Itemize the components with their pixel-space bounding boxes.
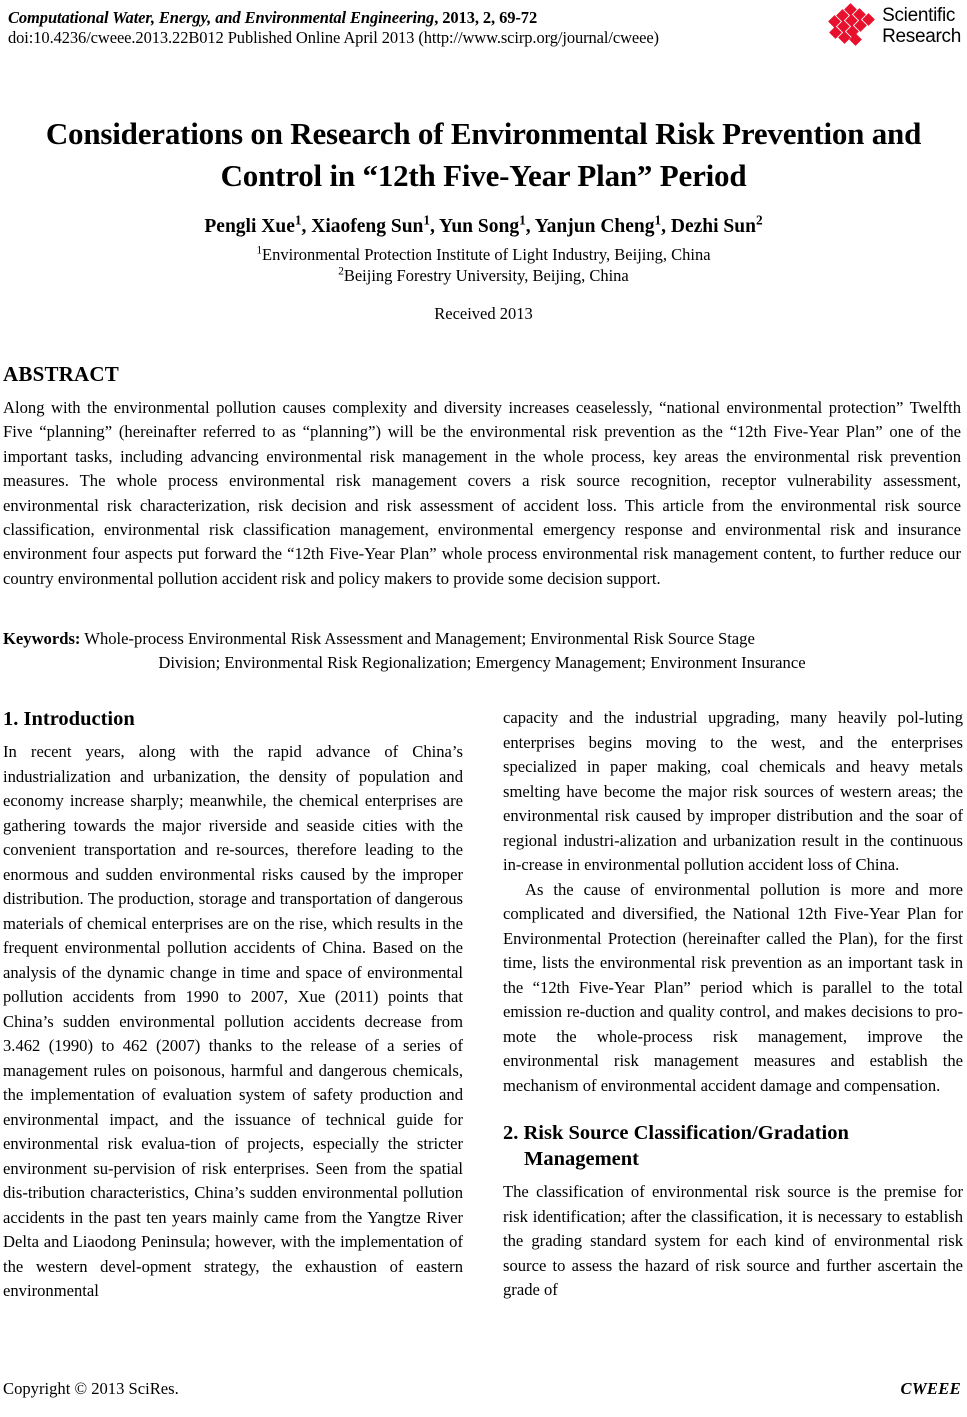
copyright-notice: Copyright © 2013 SciRes. xyxy=(3,1379,179,1398)
author-affiliation-marker: 2 xyxy=(755,212,763,228)
affiliation-text: Beijing Forestry University, Beijing, China xyxy=(343,266,629,285)
keywords-line-2: Division; Environmental Risk Regionalization; Emergency Management; Environment Insurance xyxy=(158,653,806,673)
affiliation-1 xyxy=(40,244,927,265)
author-affiliation-marker: 1 xyxy=(519,212,526,228)
page-footer xyxy=(3,1379,961,1399)
publisher-name-line1: Scientific xyxy=(882,5,956,26)
abstract-heading: ABSTRACT xyxy=(3,362,119,386)
introduction-paragraph-1-cont: capacity and the industrial upgrading, many heavily pol-luting enterprises begins moving to the west, and the enterprises specialized in paper making, coal chemicals and heavy metals smelting have become the major risk sources of western areas; the environmental risk caused by improper distribution and the soar of regional industri-alization and urbanization result in the continuous in-crease in environmental pollution accident loss of China. xyxy=(503,708,963,874)
author-list: Pengli Xue$^1$, Xiaofeng Sun$^1$, Yun Song$^1$, Yanjun Cheng$^1$, Dezhi Sun$^2$ xyxy=(204,212,763,237)
affiliation-marker: 1 xyxy=(256,244,263,257)
author: Yanjun Cheng$^1$ xyxy=(534,212,662,237)
author-affiliation-marker: 1 xyxy=(423,212,431,228)
introduction-paragraph-1: In recent years, along with the rapid advance of China’s industrialization and urbanization, the density of population and economy increase sharply; meanwhile, the chemical enterprises are gathering towards the major riverside and seaside cities with the convenient transportation and re-sources, therefore leading to the enormous and sudden environmental risks caused by the improper distribution. The production, storage and transportation of dangerous materials of chemical enterprises are on the rise, which results in the frequent environmental pollution accidents of China. Based on the analysis of the dynamic change in time and space of environmental pollution accidents from 1990 to 2007, Xue (2011) points that China’s sudden environmental pollution accidents decrease from 3.462 (1990) to 462 (2007) thanks to the release of a series of management rules on poisonous, harmful and dangerous chemicals, the implementation of evaluation system of safety production and environmental impact, and the issuance of technical guide for environmental risk evalua-tion of projects, especially the stricter environment su-pervision of risk enterprises. Seen from the spatial dis-tribution characteristics, China’s sudden environmental pollution accidents in the past ten years mainly came from the Yangtze River Delta and Liaodong Peninsula; however, with the implementation of the western devel-opment strategy, the exhaustion of eastern environmental xyxy=(3,742,463,1300)
affiliation-text: Environmental Protection Institute of Light Industry, Beijing, China xyxy=(262,245,711,264)
introduction-paragraph-2: As the cause of environmental pollution is more and more complicated and diversified, the National 12th Five-Year Plan for Environmental Protection (hereinafter called the Plan), for the first time, lists the environmental risk prevention as an important task in the “12th Five-Year Plan” period which is parallel to the total emission re-duction and quality control, and makes decisions to pro-mote the whole-process risk management, improve the environmental risk management measures and establish the mechanism of environmental accident damage and compensation. xyxy=(503,879,963,1095)
risk-source-paragraph-1: The classification of environmental risk source is the premise for risk identification; after the classification, it is necessary to establish the grading standard system for each kind of environmental risk source to assess the hazard of risk source and further ascertain the grade of xyxy=(503,1182,963,1299)
keywords-block xyxy=(3,627,961,676)
journal-name: Computational Water, Energy, and Environmental Engineering xyxy=(8,8,435,27)
author: Xiaofeng Sun$^1$ xyxy=(311,212,431,237)
journal-abbreviation: CWEEE xyxy=(900,1379,961,1398)
author-affiliation-marker: 1 xyxy=(654,212,662,228)
author: Dezhi Sun$^2$ xyxy=(670,212,763,237)
body-column-left xyxy=(3,706,463,1304)
publisher-logo xyxy=(830,4,961,48)
scientific-research-diamond-icon xyxy=(830,4,876,48)
keywords-line-1 xyxy=(3,627,961,651)
author: Pengli Xue$^1$ xyxy=(204,212,302,237)
section-heading-introduction: 1. Introduction xyxy=(3,708,135,730)
keywords-text-1: Whole-process Environmental Risk Assessment and Management; Environmental Risk Source Stage xyxy=(84,629,755,648)
author-affiliation-marker: 1 xyxy=(294,212,302,228)
journal-citation-line xyxy=(8,8,838,28)
keywords-label: Keywords: xyxy=(3,629,81,648)
body-column-right xyxy=(503,706,963,1303)
publisher-name xyxy=(882,5,961,47)
doi-line: doi:10.4236/cweee.2013.22B012 Published Online April 2013 (http://www.scirp.org/journal/cweee) xyxy=(8,28,659,47)
author: Yun Song$^1$ xyxy=(439,212,526,237)
affiliation-marker: 2 xyxy=(338,265,344,278)
abstract-text: Along with the environmental pollution causes complexity and diversity increases ceaselessly, “national environmental protection” Twelfth Five “planning” (hereinafter referred to as “planning”) will be the environmental risk prevention as the “12th Five-Year Plan” one of the important tasks, including advancing environmental risk management in the whole process, key areas the environmental risk prevention measures. The whole process environmental risk management covers a risk source recognition, receptor vulnerability assessment, environmental risk characterization, risk decision and risk assessment of accident loss. This article from the environmental risk source classification, environmental risk classification management, environmental emergency response and environmental risk and insurance environment four aspects put forward the “12th Five-Year Plan” whole process environmental risk management content, to further reduce our country environmental pollution accident risk and policy makers to provide some decision support. xyxy=(3,398,961,588)
received-date: Received 2013 xyxy=(434,304,533,323)
affiliation-2 xyxy=(40,265,927,286)
running-head xyxy=(8,8,838,48)
section-heading-risk-source: 2. Risk Source Classification/Gradation Management xyxy=(503,1122,849,1170)
publisher-name-line2: Research xyxy=(882,26,961,47)
page-title: Considerations on Research of Environmental Risk Prevention and Control in “12th Five-Year Plan” Period xyxy=(45,115,922,193)
journal-volume-pages: , 2013, 2, 69-72 xyxy=(434,8,538,27)
